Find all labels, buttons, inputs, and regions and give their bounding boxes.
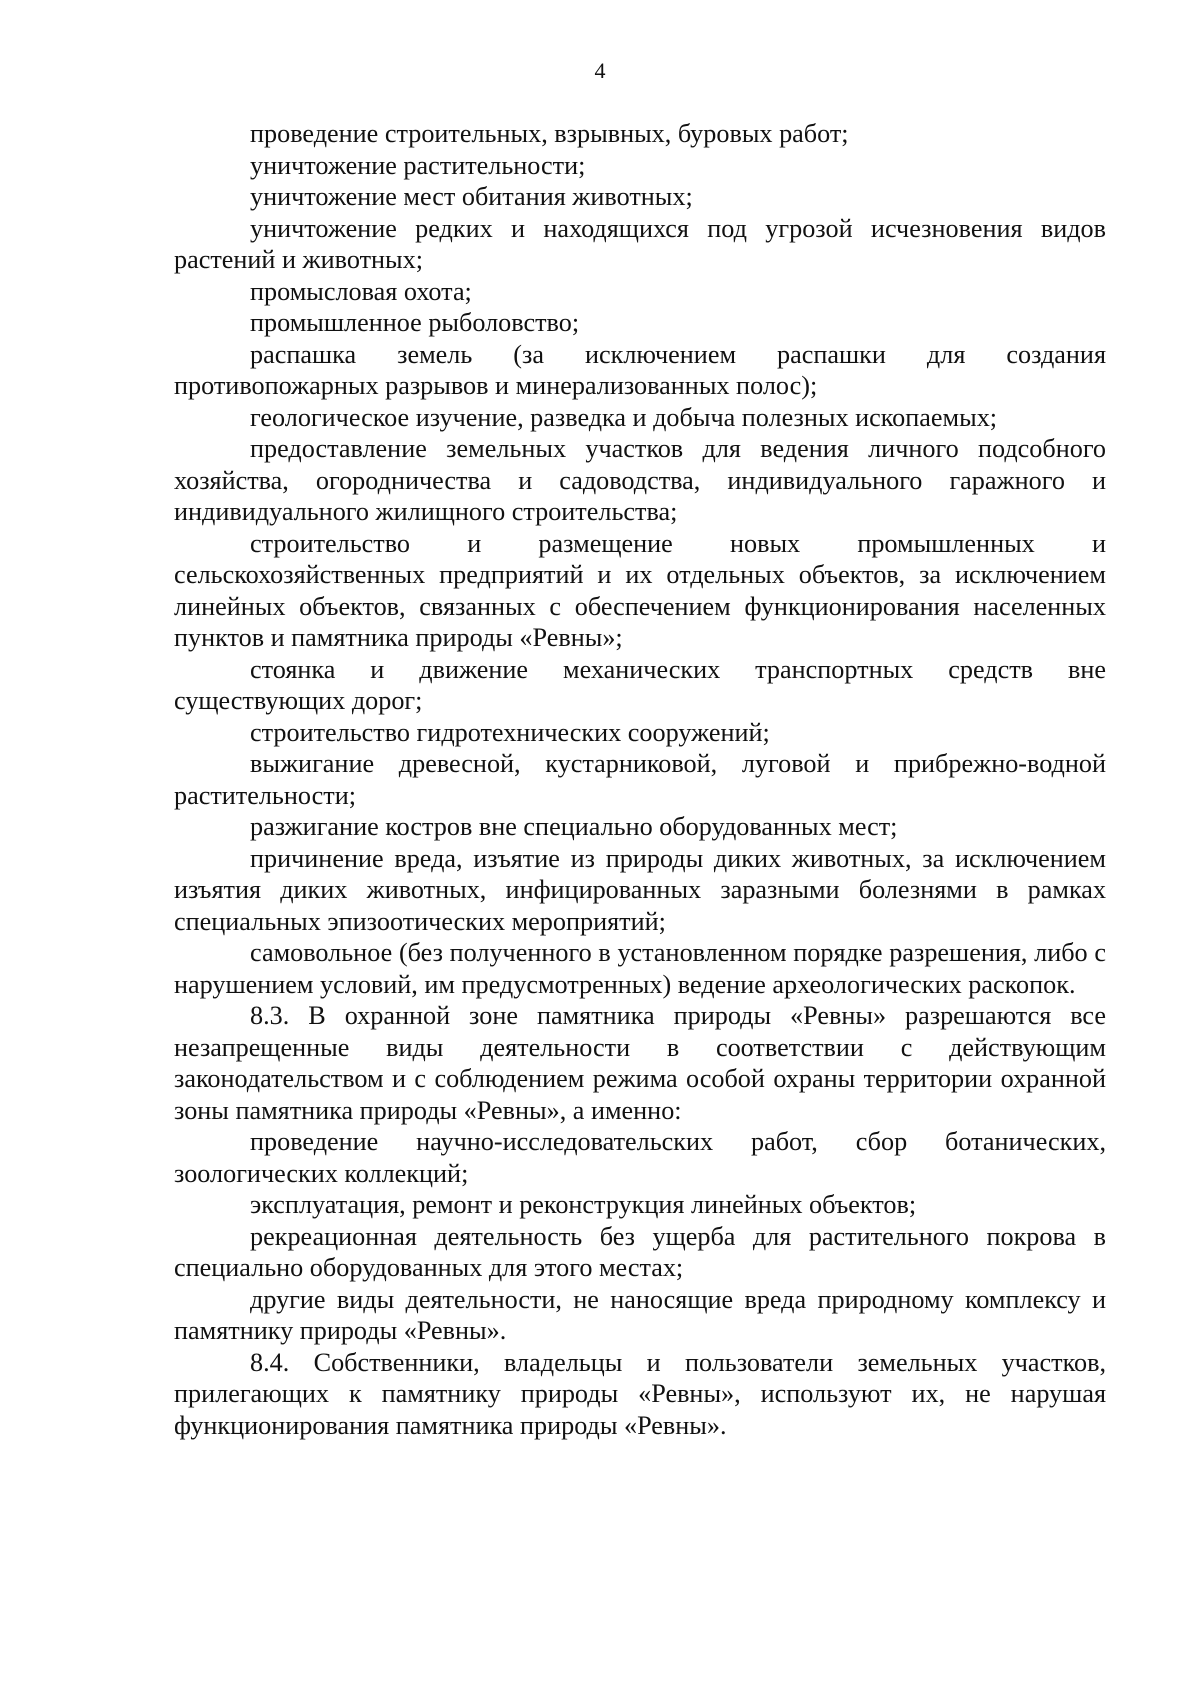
paragraph-hunting: промысловая охота;: [250, 276, 472, 306]
paragraph-land-plots: предоставление земельных участков для ведения личного подсобного хозяйства, огородничества и садоводства, индивидуального гаражного и индивидуального жилищного строительства;: [174, 434, 1106, 526]
paragraph-section-8-3: 8.3. В охранной зоне памятника природы «Ревны» разрешаются все незапрещенные виды деятельности в соответствии с действующим законодательством и с соблюдением режима особой охраны территории охранной зоны памятника природы «Ревны», а именно:: [174, 1001, 1106, 1125]
paragraph-excavations: самовольное (без полученного в установленном порядке разрешения, либо с нарушением условий, им предусмотренных) ведение археологических раскопок.: [174, 938, 1106, 999]
paragraph-drilling-works: проведение строительных, взрывных, буровых работ;: [250, 119, 849, 148]
paragraph-recreation: рекреационная деятельность без ущерба для растительного покрова в специально оборудованных для этого местах;: [174, 1221, 1106, 1282]
paragraph-burning: выжигание древесной, кустарниковой, луговой и прибрежно-водной растительности;: [174, 749, 1106, 810]
paragraph-wild-animals: причинение вреда, изъятие из природы диких животных, за исключением изъятия диких животных, инфицированных заразными болезнями в рамках специальных эпизоотических мероприятий;: [174, 843, 1106, 936]
paragraph-vehicles: стоянка и движение механических транспортных средств вне существующих дорог;: [174, 654, 1106, 715]
paragraph-fishing: промышленное рыболовство;: [250, 308, 580, 337]
paragraph-habitat-destruction: уничтожение мест обитания животных;: [250, 182, 693, 211]
paragraph-section-8-4: 8.4. Собственники, владельцы и пользователи земельных участков, прилегающих к памятнику природы «Ревны», используют их, не нарушая функционирования памятника природы «Ревны».: [174, 1347, 1106, 1440]
paragraph-ploughing: распашка земель (за исключением распашки для создания противопожарных разрывов и минерализованных полос);: [174, 339, 1106, 400]
document-body: [174, 118, 1106, 1441]
page-number: 4: [594, 58, 606, 83]
paragraph-geology: геологическое изучение, разведка и добыча полезных ископаемых;: [250, 402, 998, 432]
paragraph-linear-objects: эксплуатация, ремонт и реконструкция линейных объектов;: [250, 1190, 917, 1219]
paragraph-other-activities: другие виды деятельности, не наносящие вреда природному комплексу и памятнику природы «Ревны».: [174, 1284, 1106, 1345]
paragraph-campfires: разжигание костров вне специально оборудованных мест;: [250, 812, 898, 841]
paragraph-research: проведение научно-исследовательских работ, сбор ботанических, зоологических коллекций;: [174, 1127, 1106, 1188]
paragraph-industrial-construction: строительство и размещение новых промышленных и сельскохозяйственных предприятий и их отдельных объектов, за исключением линейных объектов, связанных с обеспечением функционирования населенных пунктов и памятника природы «Ревны»;: [174, 528, 1106, 652]
paragraph-rare-species: уничтожение редких и находящихся под угрозой исчезновения видов растений и животных;: [174, 213, 1106, 274]
paragraph-vegetation-destruction: уничтожение растительности;: [250, 150, 586, 180]
paragraph-hydro-structures: строительство гидротехнических сооружений;: [250, 717, 770, 747]
